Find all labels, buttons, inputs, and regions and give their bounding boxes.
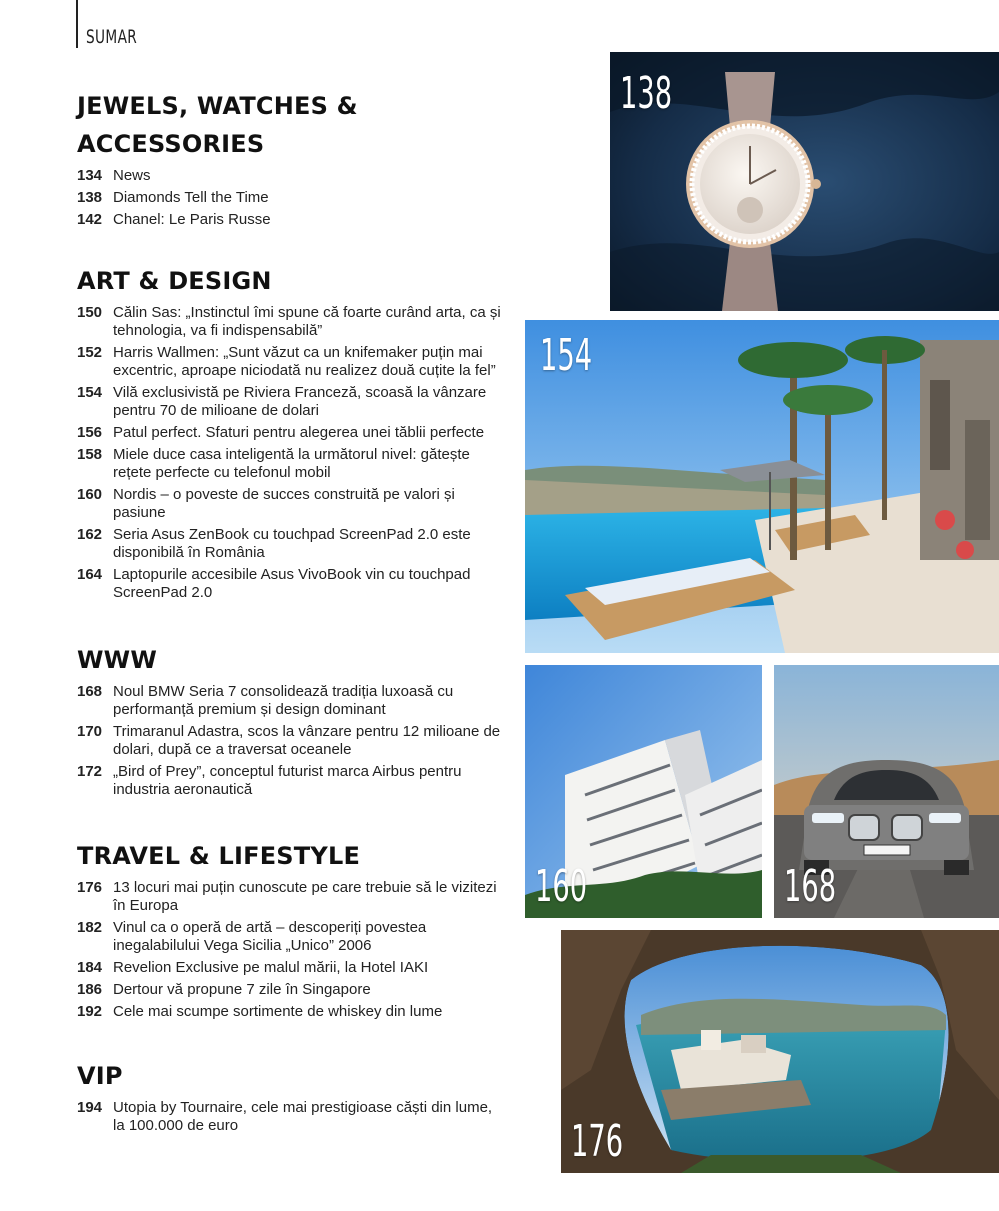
entry-title: Seria Asus ZenBook cu touchpad ScreenPad 2.0 este disponibilă în România bbox=[113, 526, 471, 561]
island-cave-photo[interactable] bbox=[561, 930, 999, 1173]
entry-title: Utopia by Tournaire, cele mai prestigioase căști din lume, la 100.000 de euro bbox=[113, 1099, 493, 1134]
section-vip bbox=[77, 1057, 507, 1135]
toc-entry[interactable] bbox=[77, 526, 507, 562]
page-number: 134 bbox=[77, 167, 103, 184]
toc-entry[interactable] bbox=[77, 189, 507, 207]
entry-title: Cele mai scumpe sortimente de whiskey din lume bbox=[113, 1003, 443, 1020]
toc-entry[interactable] bbox=[77, 879, 507, 915]
toc-entry[interactable] bbox=[77, 486, 507, 522]
section-title: JEWELS, WATCHES & bbox=[77, 92, 358, 120]
entry-title: Dertour vă propune 7 zile în Singapore bbox=[113, 981, 371, 998]
apartment-building-photo[interactable] bbox=[525, 665, 762, 918]
toc-entry[interactable] bbox=[77, 446, 507, 482]
entry-title: Harris Wallmen: „Sunt văzut ca un knifemaker puțin mai excentric, aproape niciodată nu realizez două cuțite la fel” bbox=[113, 344, 496, 379]
page-number-label: 160 bbox=[535, 861, 588, 912]
entry-title: Nordis – o poveste de succes construită pe valori și pasiune bbox=[113, 486, 455, 521]
page-number: 142 bbox=[77, 211, 103, 228]
toc-entry[interactable] bbox=[77, 304, 507, 340]
section-travel-lifestyle bbox=[77, 837, 507, 1021]
page-number: 168 bbox=[77, 683, 103, 700]
page-number: 160 bbox=[77, 486, 103, 503]
entry-title: Chanel: Le Paris Russe bbox=[113, 211, 271, 228]
entry-title: Vinul ca o operă de artă – descoperiți povestea inegalabilului Vega Sicilia „Unico” 2006 bbox=[113, 919, 427, 954]
entry-title: Trimaranul Adastra, scos la vânzare pentru 12 milioane de dolari, după ce a traversat oceanele bbox=[113, 723, 501, 758]
page-number: 182 bbox=[77, 919, 103, 936]
toc-entry[interactable] bbox=[77, 1099, 507, 1135]
toc-entry[interactable] bbox=[77, 763, 507, 799]
page-number: 170 bbox=[77, 723, 103, 740]
toc-entry[interactable] bbox=[77, 211, 507, 229]
page-number: 150 bbox=[77, 304, 103, 321]
toc-entry[interactable] bbox=[77, 723, 507, 759]
page-number: 158 bbox=[77, 446, 103, 463]
entry-title: Revelion Exclusive pe malul mării, la Hotel IAKI bbox=[113, 959, 429, 976]
section-jewels bbox=[77, 87, 507, 229]
entry-title: 13 locuri mai puțin cunoscute pe care trebuie să le vizitezi în Europa bbox=[113, 879, 497, 914]
toc-entry[interactable] bbox=[77, 566, 507, 602]
toc-entry[interactable] bbox=[77, 959, 507, 977]
entry-title: Miele duce casa inteligentă la următorul nivel: gătește rețete perfecte cu telefonul mobil bbox=[113, 446, 470, 481]
page-number: 162 bbox=[77, 526, 103, 543]
toc-entry[interactable] bbox=[77, 981, 507, 999]
page-number: 192 bbox=[77, 1003, 103, 1020]
page-number: 184 bbox=[77, 959, 103, 976]
villa-pool-photo[interactable] bbox=[525, 320, 999, 653]
section-www bbox=[77, 641, 507, 799]
section-title: TRAVEL & LIFESTYLE bbox=[77, 842, 361, 870]
entry-title: Călin Sas: „Instinctul îmi spune că foarte curând arta, ca și tehnologia, va fi indispensabilă” bbox=[113, 304, 501, 339]
toc-entry[interactable] bbox=[77, 919, 507, 955]
toc-entry[interactable] bbox=[77, 1003, 507, 1021]
page-number-label: 168 bbox=[784, 861, 837, 912]
page-number: 186 bbox=[77, 981, 103, 998]
page-number: 176 bbox=[77, 879, 103, 896]
header-rule bbox=[76, 0, 78, 48]
page-number: 154 bbox=[77, 384, 103, 401]
section-title: ART & DESIGN bbox=[77, 267, 272, 295]
page-number: 164 bbox=[77, 566, 103, 583]
entry-title: Laptopurile accesibile Asus VivoBook vin cu touchpad ScreenPad 2.0 bbox=[113, 566, 471, 601]
page-number: 138 bbox=[77, 189, 103, 206]
toc-entry[interactable] bbox=[77, 344, 507, 380]
page-number: 152 bbox=[77, 344, 103, 361]
toc-entry[interactable] bbox=[77, 683, 507, 719]
header-label: SUMAR bbox=[86, 26, 138, 48]
entry-title: News bbox=[113, 167, 151, 184]
page-number-label: 138 bbox=[620, 68, 673, 119]
page-number-label: 176 bbox=[571, 1116, 624, 1167]
page-number: 172 bbox=[77, 763, 103, 780]
entry-title: Patul perfect. Sfaturi pentru alegerea unei tăblii perfecte bbox=[113, 424, 485, 441]
entry-title: Vilă exclusivistă pe Riviera Franceză, scoasă la vânzare pentru 70 de milioane de dolari bbox=[113, 384, 487, 419]
bmw-car-photo[interactable] bbox=[774, 665, 999, 918]
toc-entry[interactable] bbox=[77, 167, 507, 185]
toc-entry[interactable] bbox=[77, 424, 507, 442]
entry-title: „Bird of Prey”, conceptul futurist marca Airbus pentru industria aeronautică bbox=[113, 763, 462, 798]
page-number-label: 154 bbox=[540, 330, 593, 381]
watch-photo[interactable] bbox=[610, 52, 999, 311]
toc-entry[interactable] bbox=[77, 384, 507, 420]
section-title: WWW bbox=[77, 646, 158, 674]
entry-title: Diamonds Tell the Time bbox=[113, 189, 269, 206]
entry-title: Noul BMW Seria 7 consolidează tradiția luxoasă cu performanță premium și design dominant bbox=[113, 683, 454, 718]
page-number: 194 bbox=[77, 1099, 103, 1116]
section-title-continued: ACCESSORIES bbox=[77, 130, 265, 158]
section-art-design bbox=[77, 262, 507, 602]
section-title: VIP bbox=[77, 1062, 123, 1090]
page-number: 156 bbox=[77, 424, 103, 441]
